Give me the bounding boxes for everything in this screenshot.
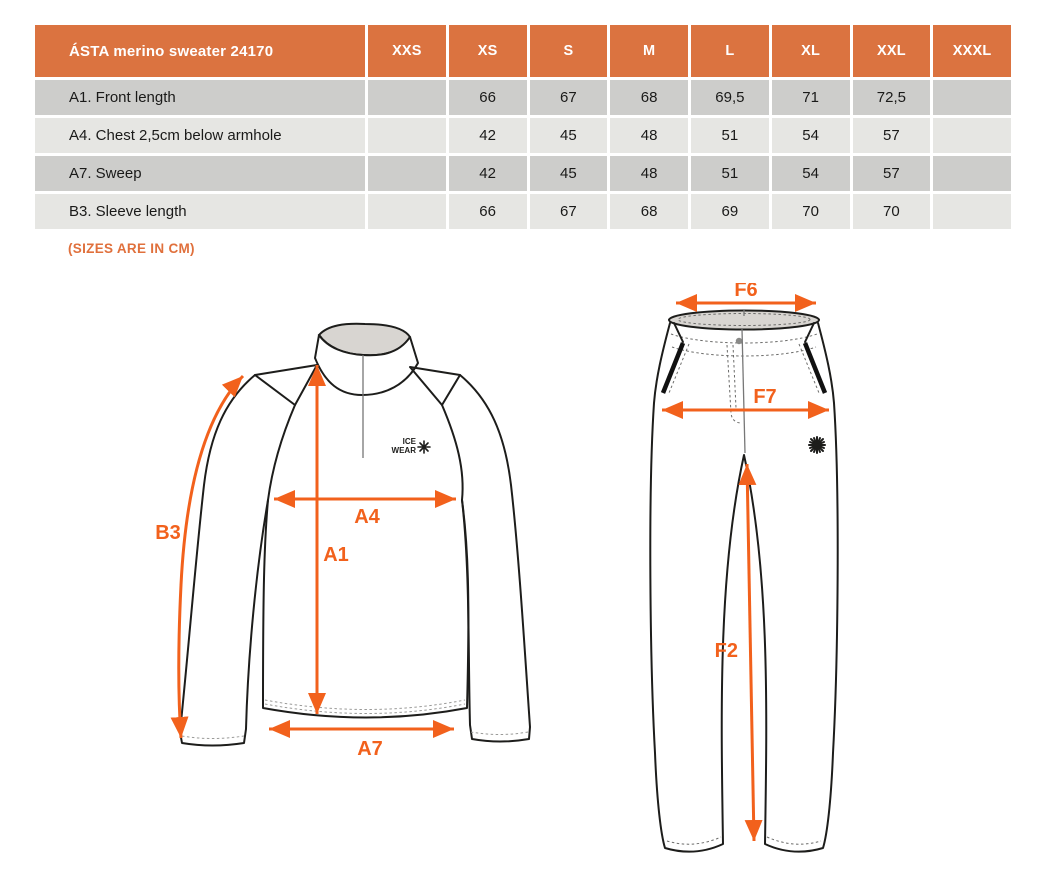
cell-value: 72,5	[853, 80, 931, 115]
sweater-left-cuff-stitch	[182, 736, 244, 739]
sweater-body	[263, 500, 468, 718]
snowflake-icon	[809, 437, 825, 453]
cell-value: 66	[449, 194, 527, 229]
column-header-m: M	[610, 25, 688, 77]
cell-value: 68	[610, 194, 688, 229]
cell-value: 51	[691, 118, 769, 153]
row-label: A7. Sweep	[35, 156, 365, 191]
column-header-xxl: XXL	[853, 25, 931, 77]
sweater-hem-stitch	[265, 700, 465, 710]
pants-right-pocket-trim	[805, 343, 825, 393]
cell-value: 48	[610, 118, 688, 153]
f7-label: F7	[753, 386, 777, 408]
cell-value	[933, 118, 1011, 153]
a1-label: A1	[323, 544, 349, 566]
a4-label: A4	[354, 506, 380, 528]
cell-value	[368, 80, 446, 115]
cell-value	[368, 156, 446, 191]
cell-value: 48	[610, 156, 688, 191]
f2-label: F2	[714, 640, 738, 662]
cell-value	[933, 194, 1011, 229]
cell-value	[368, 194, 446, 229]
sweater-right-cuff-stitch	[471, 732, 528, 735]
cell-value: 70	[853, 194, 931, 229]
pants-waistband-stitch	[672, 347, 816, 356]
table-title: ÁSTA merino sweater 24170	[35, 25, 365, 77]
sweater-left-yoke-seam	[255, 365, 317, 405]
b3-measure-arrow	[179, 376, 243, 738]
icewear-logo	[392, 437, 430, 455]
cell-value: 67	[530, 194, 608, 229]
cell-value: 69,5	[691, 80, 769, 115]
a7-label: A7	[357, 738, 383, 760]
cell-value: 45	[530, 156, 608, 191]
sweater-right-sleeve	[460, 375, 530, 742]
row-label: A1. Front length	[35, 80, 365, 115]
logo-text-wear: WEAR	[391, 446, 416, 455]
pants-left-hem-stitch	[667, 837, 721, 844]
sweater-diagram	[140, 295, 580, 775]
cell-value: 54	[772, 118, 850, 153]
size-table	[35, 25, 1011, 229]
pants-waistband-stitch	[671, 334, 817, 343]
sweater-right-raglan	[442, 405, 463, 500]
cell-value: 45	[530, 118, 608, 153]
cell-value	[368, 118, 446, 153]
column-header-xxs: XXS	[368, 25, 446, 77]
column-header-s: S	[530, 25, 608, 77]
cell-value: 70	[772, 194, 850, 229]
snowflake-icon	[418, 441, 430, 453]
sizes-note: (SIZES ARE IN CM)	[68, 241, 195, 256]
f6-label: F6	[734, 283, 758, 301]
cell-value: 68	[610, 80, 688, 115]
cell-value: 54	[772, 156, 850, 191]
logo-text-ice: ICE	[402, 437, 416, 446]
column-header-xxxl: XXXL	[933, 25, 1011, 77]
sweater-left-raglan	[268, 405, 295, 500]
column-header-xs: XS	[449, 25, 527, 77]
cell-value: 51	[691, 156, 769, 191]
pants-diagram	[630, 283, 1040, 883]
row-label: A4. Chest 2,5cm below armhole	[35, 118, 365, 153]
pants-right-hem-stitch	[767, 837, 821, 844]
cell-value: 42	[449, 118, 527, 153]
b3-label: B3	[155, 522, 181, 544]
sweater-left-sleeve	[180, 375, 268, 746]
cell-value: 69	[691, 194, 769, 229]
f2-measure-arrow	[747, 464, 754, 841]
cell-value: 66	[449, 80, 527, 115]
pants-left-pocket-trim	[663, 343, 683, 393]
pants-fly-stitch	[733, 345, 736, 408]
column-header-xl: XL	[772, 25, 850, 77]
cell-value: 67	[530, 80, 608, 115]
cell-value: 42	[449, 156, 527, 191]
cell-value: 57	[853, 118, 931, 153]
pants-button	[736, 338, 742, 344]
cell-value: 71	[772, 80, 850, 115]
pants-fly-seam	[742, 329, 745, 453]
row-label: B3. Sleeve length	[35, 194, 365, 229]
sweater-right-yoke-seam	[410, 367, 460, 405]
column-header-l: L	[691, 25, 769, 77]
cell-value	[933, 80, 1011, 115]
cell-value: 57	[853, 156, 931, 191]
cell-value	[933, 156, 1011, 191]
